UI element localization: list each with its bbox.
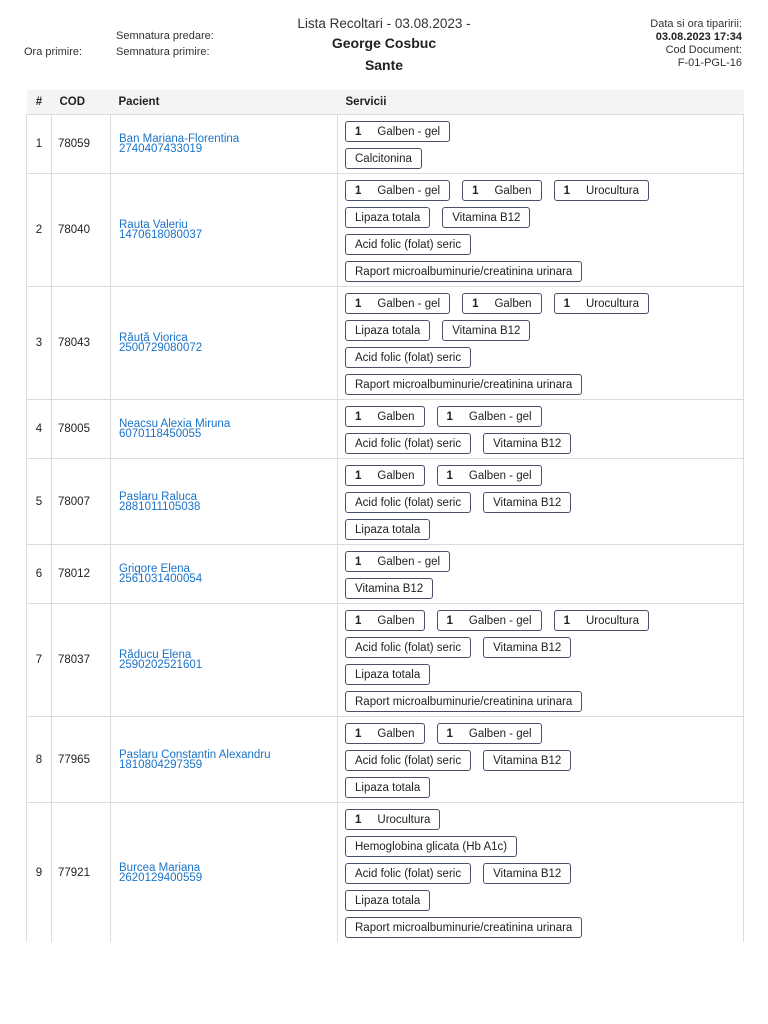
services-cell	[338, 717, 744, 803]
service-name: Hemoglobina glicata (Hb A1c)	[355, 840, 508, 853]
tube-type: Galben	[377, 727, 415, 740]
service-name: Raport microalbuminurie/creatinina urinara	[355, 695, 573, 708]
patient-cnp[interactable]: 2740407433019	[119, 143, 203, 155]
service-name: Acid folic (folat) seric	[355, 754, 462, 767]
service-name: Acid folic (folat) seric	[355, 437, 462, 450]
services-cell	[338, 803, 744, 943]
table-header-row	[27, 90, 744, 115]
patient-cnp[interactable]: 2561031400054	[119, 573, 203, 585]
print-info	[650, 18, 742, 70]
tube-chip	[345, 180, 450, 201]
service-line	[345, 777, 735, 798]
service-chip	[442, 207, 530, 228]
tube-quantity: 1	[472, 297, 479, 310]
service-name: Vitamina B12	[493, 496, 562, 509]
row-number: 6	[27, 545, 52, 604]
patient-name[interactable]: Neacsu Alexia Miruna	[119, 418, 231, 430]
patient-name[interactable]: Grigore Elena	[119, 563, 190, 575]
service-line	[345, 234, 735, 255]
patient-cell	[111, 174, 338, 287]
service-line	[345, 180, 735, 201]
tube-quantity: 1	[355, 184, 362, 197]
service-name: Lipaza totala	[355, 894, 421, 907]
patient-cnp[interactable]: 2590202521601	[119, 659, 203, 671]
laboratory-name: George Cosbuc	[331, 35, 437, 51]
col-header-cod: COD	[52, 90, 111, 115]
service-name: Vitamina B12	[493, 754, 562, 767]
service-chip	[345, 836, 517, 857]
service-chip	[345, 890, 430, 911]
service-chip	[483, 492, 571, 513]
patient-name[interactable]: Răuță Viorica	[119, 332, 188, 344]
services-cell	[338, 287, 744, 400]
service-line	[345, 578, 735, 599]
table-row	[27, 287, 744, 400]
tube-quantity: 1	[355, 410, 362, 423]
service-name: Vitamina B12	[452, 211, 521, 224]
tube-quantity: 1	[355, 813, 362, 826]
service-line	[345, 863, 735, 884]
service-name: Acid folic (folat) seric	[355, 867, 462, 880]
row-number: 8	[27, 717, 52, 803]
service-name: Lipaza totala	[355, 523, 421, 536]
service-chip	[345, 578, 433, 599]
table-row	[27, 459, 744, 545]
service-chip	[345, 207, 430, 228]
patient-name[interactable]: Burcea Mariana	[119, 861, 201, 874]
tube-type: Galben	[494, 184, 532, 197]
patient-cell	[111, 400, 338, 459]
service-name: Acid folic (folat) seric	[355, 641, 462, 654]
tube-quantity: 1	[355, 469, 362, 482]
row-number: 1	[27, 115, 52, 174]
row-cod: 77965	[52, 717, 111, 803]
tube-quantity: 1	[446, 410, 453, 423]
tube-quantity: 1	[355, 555, 362, 568]
service-line	[345, 207, 735, 228]
row-cod: 78005	[52, 400, 111, 459]
service-name: Acid folic (folat) seric	[355, 351, 462, 364]
service-chip	[345, 777, 430, 798]
row-cod: 78043	[52, 287, 111, 400]
tube-type: Urocultura	[585, 184, 640, 197]
tube-chip	[437, 465, 542, 486]
row-cod: 78012	[52, 545, 111, 604]
service-name: Vitamina B12	[452, 324, 521, 337]
signature-delivery-label: Semnatura predare:	[116, 30, 214, 42]
service-chip	[345, 347, 471, 368]
service-name: Acid folic (folat) seric	[355, 238, 462, 251]
tube-quantity: 1	[563, 297, 570, 310]
tube-quantity: 1	[446, 469, 453, 482]
tube-chip	[345, 610, 425, 631]
patient-cell	[111, 717, 338, 803]
service-name: Raport microalbuminurie/creatinina urinara	[355, 265, 573, 278]
table-row	[27, 400, 744, 459]
row-cod: 78059	[52, 115, 111, 174]
document-code: F-01-PGL-16	[677, 57, 742, 69]
patient-cnp[interactable]: 1470618080037	[119, 229, 203, 241]
service-line	[345, 637, 735, 658]
service-chip	[483, 637, 571, 658]
tube-chip	[462, 180, 542, 201]
tube-type: Urocultura	[585, 614, 640, 627]
service-name: Calcitonina	[355, 152, 412, 165]
services-cell	[338, 459, 744, 545]
patient-cell	[111, 287, 338, 400]
service-line	[345, 519, 735, 540]
service-chip	[345, 637, 471, 658]
tube-chip	[345, 465, 425, 486]
tube-quantity: 1	[355, 125, 362, 138]
patient-name[interactable]: Ban Mariana-Florentina	[119, 133, 240, 145]
table-row	[27, 604, 744, 717]
row-cod: 77921	[52, 803, 111, 943]
service-name: Raport microalbuminurie/creatinina urinara	[355, 378, 573, 391]
tube-type: Galben	[377, 469, 415, 482]
tube-quantity: 1	[472, 184, 479, 197]
tube-type: Galben	[377, 410, 415, 423]
service-chip	[345, 691, 582, 712]
tube-chip	[462, 293, 542, 314]
row-number: 2	[27, 174, 52, 287]
tube-chip	[554, 180, 649, 201]
service-name: Lipaza totala	[355, 781, 421, 794]
tube-chip	[345, 723, 425, 744]
col-header-servicii: Servicii	[338, 90, 744, 115]
service-line	[345, 406, 735, 427]
print-datetime: 03.08.2023 17:34	[655, 31, 742, 43]
service-chip	[345, 750, 471, 771]
receipt-time-label: Ora primire:	[24, 46, 83, 58]
tube-chip	[437, 610, 542, 631]
service-chip	[345, 320, 430, 341]
patient-name[interactable]: Rauta Valeriu	[119, 219, 188, 231]
service-line	[345, 551, 735, 572]
service-chip	[345, 863, 471, 884]
services-cell	[338, 115, 744, 174]
tube-quantity: 1	[446, 614, 453, 627]
tube-quantity: 1	[355, 614, 362, 627]
service-line	[345, 723, 735, 744]
tube-type: Urocultura	[585, 297, 640, 310]
col-header-num: #	[27, 90, 52, 115]
service-line	[345, 293, 735, 314]
tube-type: Galben - gel	[468, 614, 532, 627]
signature-receipt-label: Semnatura primire:	[116, 46, 210, 58]
service-line	[345, 664, 735, 685]
patient-name[interactable]: Paslaru Constantin Alexandru	[119, 748, 271, 761]
tube-type: Galben - gel	[468, 469, 532, 482]
row-cod: 78007	[52, 459, 111, 545]
tube-chip	[437, 406, 542, 427]
row-number: 9	[27, 803, 52, 943]
tube-chip	[345, 406, 425, 427]
service-line	[345, 750, 735, 771]
document-title: Lista Recoltari - 03.08.2023 -	[297, 16, 471, 31]
service-chip	[442, 320, 530, 341]
tube-quantity: 1	[563, 184, 570, 197]
tube-type: Galben - gel	[377, 125, 441, 138]
patient-cnp[interactable]: 2500729080072	[119, 342, 203, 354]
table-row	[27, 545, 744, 604]
patient-cnp[interactable]: 6070118450055	[119, 428, 202, 440]
row-number: 3	[27, 287, 52, 400]
service-line	[345, 890, 735, 911]
tube-type: Galben - gel	[377, 297, 441, 310]
patient-cell	[111, 803, 338, 943]
col-header-pacient: Pacient	[111, 90, 338, 115]
tube-type: Urocultura	[377, 813, 431, 826]
service-name: Raport microalbuminurie/creatinina urinara	[355, 921, 573, 934]
tube-quantity: 1	[355, 297, 362, 310]
document-code-label: Cod Document:	[665, 44, 742, 56]
row-number: 7	[27, 604, 52, 717]
row-number: 4	[27, 400, 52, 459]
tube-chip	[437, 723, 542, 744]
document-header	[250, 16, 518, 74]
patient-cnp[interactable]: 2881011105038	[119, 500, 201, 513]
collection-table	[26, 90, 744, 942]
service-line	[345, 121, 735, 142]
service-line	[345, 148, 735, 169]
service-chip	[345, 374, 582, 395]
tube-chip	[554, 293, 649, 314]
service-line	[345, 261, 735, 282]
tube-chip	[554, 610, 649, 631]
tube-chip	[345, 551, 450, 572]
print-datetime-label: Data si ora tiparirii:	[650, 18, 742, 30]
service-chip	[345, 519, 430, 540]
row-cod: 78037	[52, 604, 111, 717]
tube-type: Galben - gel	[468, 727, 532, 740]
patient-name[interactable]: Răducu Elena	[119, 649, 192, 661]
table-row	[27, 174, 744, 287]
service-line	[345, 492, 735, 513]
service-chip	[483, 750, 571, 771]
service-name: Acid folic (folat) seric	[355, 496, 462, 509]
service-chip	[345, 234, 471, 255]
service-name: Lipaza totala	[355, 211, 421, 224]
service-chip	[483, 863, 571, 884]
service-chip	[345, 433, 471, 454]
service-line	[345, 836, 735, 857]
tube-chip	[345, 121, 450, 142]
service-chip	[345, 148, 422, 169]
service-line	[345, 610, 735, 631]
tube-type: Galben - gel	[468, 410, 532, 423]
tube-chip	[345, 293, 450, 314]
tube-type: Galben - gel	[377, 555, 441, 568]
services-cell	[338, 174, 744, 287]
patient-cell	[111, 545, 338, 604]
service-name: Lipaza totala	[355, 324, 421, 337]
service-chip	[345, 917, 582, 938]
service-chip	[345, 261, 582, 282]
tube-quantity: 1	[563, 614, 570, 627]
services-cell	[338, 545, 744, 604]
service-name: Vitamina B12	[493, 437, 562, 450]
tube-type: Galben - gel	[377, 184, 441, 197]
service-line	[345, 347, 735, 368]
service-name: Vitamina B12	[355, 582, 424, 595]
service-line	[345, 374, 735, 395]
table-row	[27, 803, 744, 943]
service-line	[345, 917, 735, 938]
service-chip	[345, 664, 430, 685]
service-name: Lipaza totala	[355, 668, 421, 681]
service-chip	[345, 492, 471, 513]
tube-type: Galben	[377, 614, 415, 627]
patient-cell	[111, 115, 338, 174]
service-line	[345, 433, 735, 454]
row-number: 5	[27, 459, 52, 545]
service-line	[345, 320, 735, 341]
patient-cell	[111, 604, 338, 717]
tube-quantity: 1	[446, 727, 453, 740]
patient-cnp[interactable]: 1810804297359	[119, 758, 203, 771]
row-cod: 78040	[52, 174, 111, 287]
service-name: Vitamina B12	[493, 867, 562, 880]
service-line	[345, 809, 735, 830]
services-cell	[338, 604, 744, 717]
services-cell	[338, 400, 744, 459]
tube-chip	[345, 809, 440, 830]
table-row	[27, 115, 744, 174]
patient-cell	[111, 459, 338, 545]
tube-quantity: 1	[355, 727, 362, 740]
patient-name[interactable]: Paslaru Raluca	[119, 490, 197, 503]
tube-type: Galben	[494, 297, 532, 310]
document-subtitle: Sante	[364, 57, 404, 73]
service-line	[345, 691, 735, 712]
service-chip	[483, 433, 571, 454]
patient-cnp[interactable]: 2620129400559	[119, 871, 203, 884]
table-row	[27, 717, 744, 803]
service-name: Vitamina B12	[493, 641, 562, 654]
service-line	[345, 465, 735, 486]
